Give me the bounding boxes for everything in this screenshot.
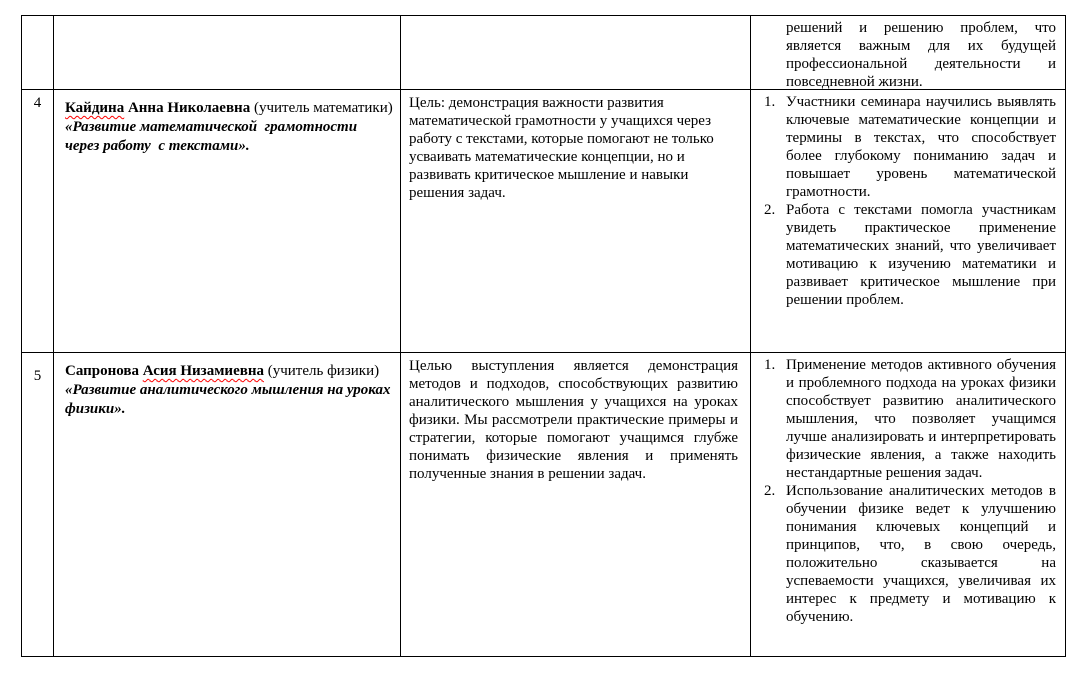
- speaker-name-misspelled: Асия Низамиевна: [142, 363, 264, 379]
- result-item-number: 1.: [764, 94, 776, 110]
- goal-text: Целью выступления является демонстрация методов и подходов, способствующих развитию аналитического мышления у учащихся на уроках физики. Мы рассмотрели практические примеры и стратегии, которые помогают учащимся глубже понимать физические явления и применять полученные знания в решении задач.: [409, 358, 738, 482]
- speaker-cell: [54, 353, 401, 656]
- goal-cell: [401, 353, 751, 656]
- speaker-surname-misspelled: Кайдина: [65, 100, 125, 116]
- speaker-surname: Сапронова: [65, 363, 143, 379]
- row-number: 5: [33, 368, 42, 384]
- speaker-name-line: [65, 362, 394, 381]
- speaker-role: (учитель математики): [253, 100, 393, 116]
- row-number-cell: [22, 16, 54, 90]
- speaker-role: (учитель физики): [267, 363, 380, 379]
- result-item-number: 1.: [764, 357, 776, 373]
- result-item-text: Использование аналитических методов в обучении физике ведет к улучшению понимания ключевых концепций и принципов, что, в свою очередь, положительно сказывается на успеваемости учащихся, увеличивая их интерес к предмету и мотивацию к обучению.: [786, 483, 1056, 625]
- speaker-cell: [54, 90, 401, 353]
- result-item: [751, 201, 1056, 309]
- results-cell: [751, 353, 1065, 656]
- result-item: [751, 93, 1056, 201]
- result-continuation-text: решений и решению проблем, что является важным для их будущей профессиональной деятельности и повседневной жизни.: [786, 20, 1056, 90]
- result-item-number: 2.: [764, 483, 776, 499]
- result-item: [751, 482, 1056, 626]
- result-item-text: Участники семинара научились выявлять ключевые математические концепции и термины в текстах, что способствует более глубокому пониманию задач и повышает уровень математической грамотности.: [786, 94, 1056, 200]
- speaker-name: Анна Николаевна: [124, 100, 254, 116]
- results-cell: [751, 16, 1065, 90]
- speaker-cell: [54, 16, 401, 90]
- result-item-number: 2.: [764, 202, 776, 218]
- speaker-name-line: [65, 99, 394, 118]
- row-number-cell: [22, 353, 54, 656]
- seminar-results-table: [21, 15, 1066, 657]
- presentation-topic: «Развитие математической грамотности через работу с текстами».: [65, 119, 361, 154]
- presentation-topic: «Развитие аналитического мышления на уроках физики».: [65, 382, 395, 417]
- result-item-text: Работа с текстами помогла участникам увидеть практическое применение математических знаний, что увеличивает мотивацию к изучению математики и развивает критическое мышление при решении проблем.: [786, 202, 1056, 308]
- results-cell: [751, 90, 1065, 353]
- result-item-text: Применение методов активного обучения и проблемного подхода на уроках физики способствует развитию аналитического мышления, что позволяет учащимся лучше анализировать и интерпретировать физические явления, а также находить нестандартные решения задач.: [786, 357, 1056, 481]
- goal-text: Цель: демонстрация важности развития математической грамотности у учащихся через работу с текстами, которые помогают не только усваивать математические концепции, но и развивать критическое мышление и навыки решения задач.: [409, 95, 714, 201]
- result-item: [751, 356, 1056, 482]
- goal-cell: [401, 16, 751, 90]
- row-number: 4: [33, 95, 42, 111]
- row-number-cell: [22, 90, 54, 353]
- goal-cell: [401, 90, 751, 353]
